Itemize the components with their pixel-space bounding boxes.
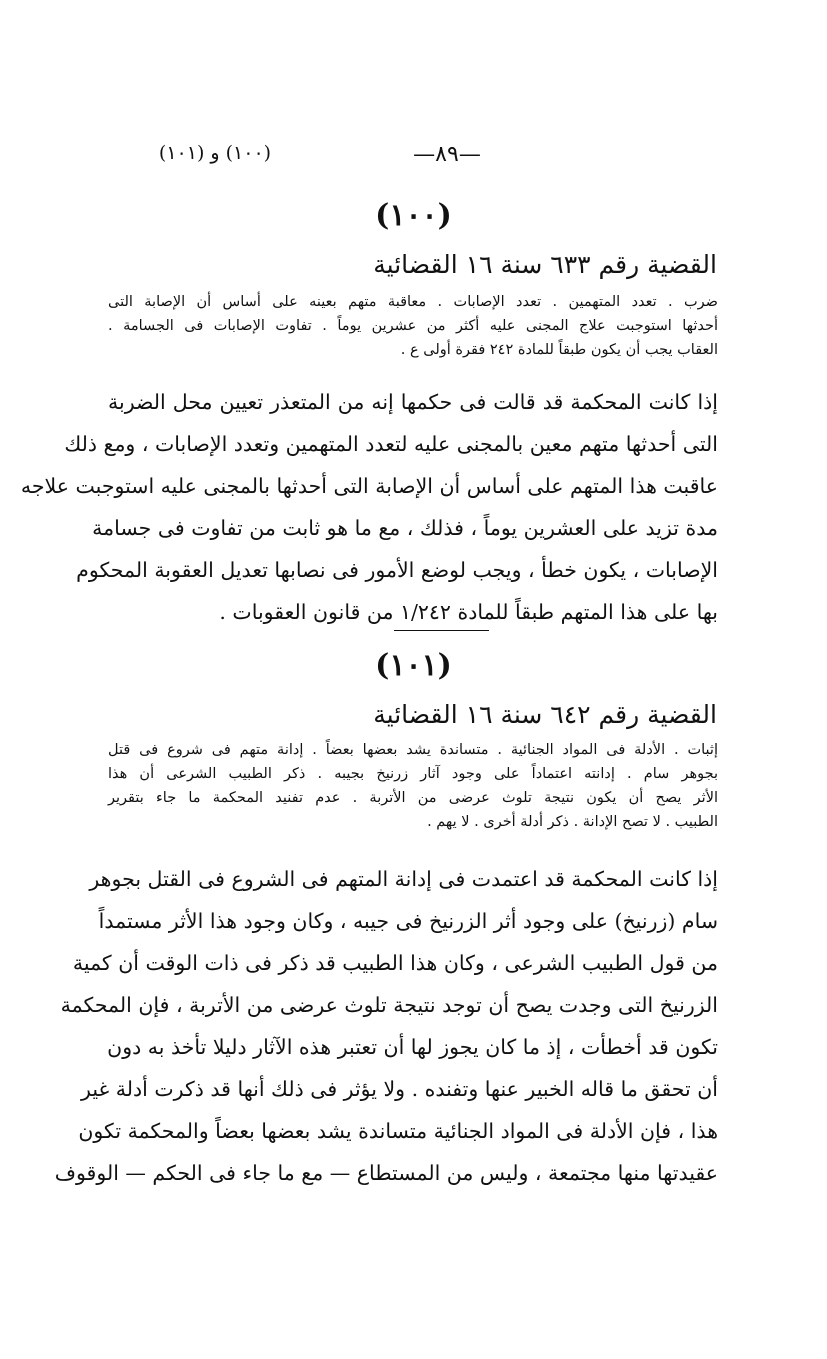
summary-line: أحدثها استوجبت علاج المجنى عليه أكثر من عشرين يوماً . تفاوت الإصابات فى الجسامة . [108, 318, 718, 334]
body-line: الزرنيخ التى وجدت يصح أن توجد نتيجة تلوث عرضى من الأتربة ، فإن المحكمة [60, 993, 718, 1017]
section-divider [394, 630, 489, 631]
case-summary [108, 738, 718, 834]
case-summary [108, 290, 718, 362]
summary-line: العقاب يجب أن يكون طبقاً للمادة ٢٤٢ فقرة أولى ع . [400, 342, 718, 358]
summary-line: الطبيب . لا تصح الإدانة . ذكر أدلة أخرى . لا يهم . [427, 814, 718, 830]
body-line: سام (زرنيخ) على وجود أثر الزرنيخ فى جيبه ، وكان وجود هذا الأثر مستمداً [98, 909, 718, 933]
summary-line: ضرب . تعدد المتهمين . تعدد الإصابات . معاقبة متهم بعينه على أساس أن الإصابة التى [108, 294, 718, 310]
body-line: التى أحدثها متهم معين بالمجنى عليه لتعدد المتهمين وتعدد الإصابات ، ومع ذلك [64, 432, 718, 456]
body-line: تكون قد أخطأت ، إذ ما كان يجوز لها أن تعتبر هذه الآثار دليلا تأخذ به دون [107, 1035, 718, 1059]
body-line: مدة تزيد على العشرين يوماً ، فذلك ، مع ما هو ثابت من تفاوت فى جسامة [92, 516, 718, 540]
section-number: (١٠٠) [375, 198, 452, 233]
body-line: عاقبت هذا المتهم على أساس أن الإصابة التى أحدثها بالمجنى عليه استوجبت علاجه [20, 474, 718, 498]
body-line: عقيدتها منها مجتمعة ، وليس من المستطاع — مع ما جاء فى الحكم — الوقوف [54, 1161, 718, 1185]
summary-line: الأثر يصح أن يكون نتيجة تلوث عرضى من الأتربة . عدم تفنيد المحكمة ما جاء بتقرير [108, 790, 718, 806]
section-number: (١٠١) [375, 648, 452, 683]
summary-line: إثبات . الأدلة فى المواد الجنائية . متساندة يشد بعضها بعضاً . إدانة متهم فى شروع فى قتل [108, 742, 718, 758]
body-line: هذا ، فإن الأدلة فى المواد الجنائية متساندة يشد بعضها بعضاً والمحكمة تكون [78, 1119, 718, 1143]
body-line: الإصابات ، يكون خطأ ، ويجب لوضع الأمور فى نصابها تعديل العقوبة المحكوم [76, 558, 718, 582]
body-line: إذا كانت المحكمة قد قالت فى حكمها إنه من المتعذر تعيين محل الضربة [108, 390, 718, 414]
body-line: إذا كانت المحكمة قد اعتمدت فى إدانة المتهم فى الشروع فى القتل بجوهر [89, 867, 718, 891]
case-title: القضية رقم ٦٤٢ سنة ١٦ القضائية [373, 700, 717, 729]
case-title: القضية رقم ٦٣٣ سنة ١٦ القضائية [373, 250, 717, 279]
summary-line: بجوهر سام . إدانته اعتماداً على وجود آثار زرنيخ بجيبه . ذكر الطبيب الشرعى أن هذا [108, 766, 718, 782]
page-number: —٨٩— [413, 142, 481, 167]
body-line: من قول الطبيب الشرعى ، وكان هذا الطبيب قد ذكر فى ذات الوقت أن كمية [72, 951, 718, 975]
case-body [20, 381, 718, 633]
body-line: أن تحقق ما قاله الخبير عنها وتفنده . ولا يؤثر فى ذلك أنها قد ذكرت أدلة غير [81, 1077, 718, 1101]
header-case-range: (١٠٠) و (١٠١) [158, 142, 272, 164]
case-body [54, 858, 718, 1194]
body-line: بها على هذا المتهم طبقاً للمادة ١/٢٤٢ من قانون العقوبات . [219, 600, 718, 624]
